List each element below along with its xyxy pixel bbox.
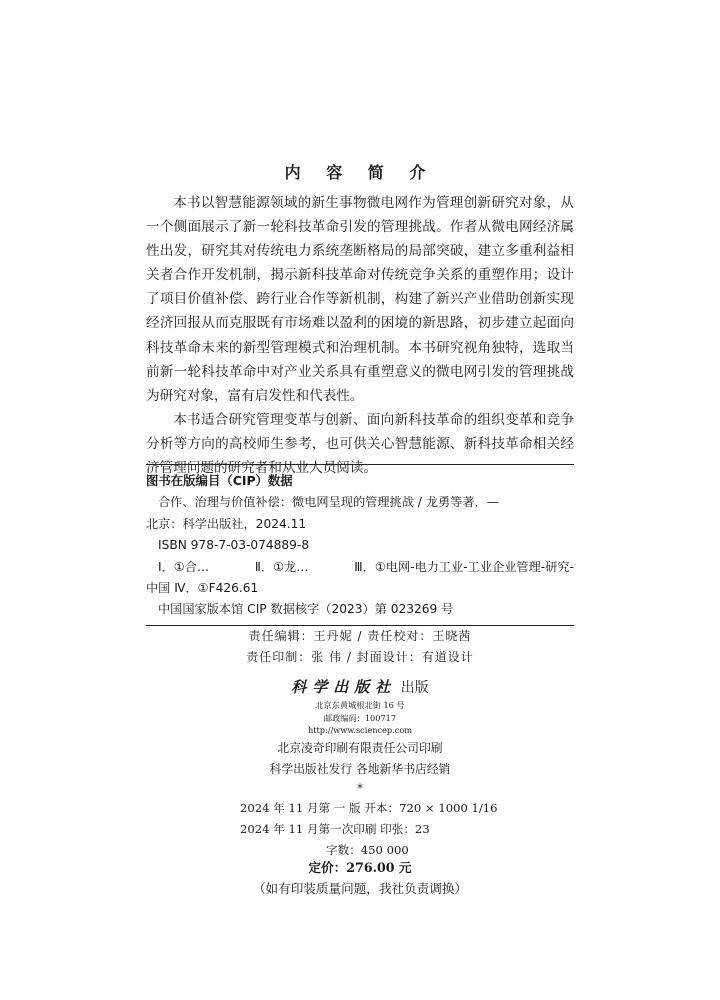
printer-line: 北京凌奇印刷有限责任公司印刷 (277, 741, 443, 755)
cip-publisher-line: 北京：科学出版社，2024.11 (146, 516, 307, 531)
publisher-postcode: 邮政编码：100717 (323, 712, 397, 723)
publisher-logo-line (0, 676, 720, 699)
edition-line: 2024 年 11 月第 一 版 开本：720 × 1000 1/16 (240, 801, 498, 815)
cip-class-a: Ⅰ．①合… (158, 559, 210, 574)
cip-class-b: Ⅱ．①龙… (254, 559, 309, 574)
cip-class-d: 中国 Ⅳ．①F426.61 (146, 581, 259, 596)
specs-block (240, 798, 540, 861)
summary-title: 内 容 简 介 (284, 163, 436, 182)
distribution-line: 科学出版社发行 各地新华书店经销 (269, 762, 451, 776)
editors-block (0, 626, 720, 668)
cip-class-c: Ⅲ．①电网-电力工业-工业企业管理-研究- (354, 559, 574, 574)
quality-notice: （如有印装质量问题，我社负责调换） (252, 881, 468, 896)
cip-record-number: 中国国家版本馆 CIP 数据核字（2023）第 023269 号 (158, 602, 454, 617)
cip-block (146, 464, 574, 626)
summary-paragraph: 本书适合研究管理变革与创新、面向新科技革命的组织变革和竞争分析等方向的高校师生参考，也可供关心智慧能源、新科技革命相关经济管理问题的研究者和从业人员阅读。 (146, 411, 574, 477)
publisher-website: http://www.sciencep.com (307, 725, 413, 735)
printing-block (0, 738, 720, 780)
publisher-suffix: 出版 (400, 680, 429, 696)
publisher-address: 北京东黄城根北街 16 号 (315, 700, 405, 710)
editors-line: 责任编辑：王丹妮 / 责任校对：王晓茜 (248, 629, 472, 643)
publisher-logo: 科学出版社 (291, 678, 397, 696)
cip-isbn: ISBN 978-7-03-074889-8 (158, 538, 310, 553)
cip-title-line: 合作、治理与价值补偿：微电网呈现的管理挑战 / 龙勇等著．— (158, 495, 499, 510)
price: 定价：276.00 元 (308, 860, 412, 875)
wordcount-line: 字数：450 000 (326, 843, 409, 857)
separator-star: * (357, 782, 363, 795)
summary-body (146, 191, 574, 480)
cip-header: 图书在版编目（CIP）数据 (146, 473, 293, 488)
publisher-block (0, 676, 720, 737)
summary-paragraph: 本书以智慧能源领域的新生事物微电网作为管理创新研究对象，从一个侧面展示了新一轮科技革命引发的管理挑战。作者从微电网经济属性出发，研究其对传统电力系统垄断格局的局部突破，建立多重利益相关者合作开发机制，揭示新科技革命对传统竞争关系的重塑作用；设计了项目价值补偿、跨行业合作等新机制，构建了新兴产业借助创新实现经济回报从而克服既有市场难以盈利的困境的新思路，初步建立起面向科技革命未来的新型管理模式和治理机制。本书研究视角独特，选取当前新一轮科技革命中对产业关系具有重塑意义的微电网引发的管理挑战为研究对象，富有启发性和代表性。 (146, 195, 574, 404)
editors-line: 责任印制：张 伟 / 封面设计：有道设计 (246, 650, 474, 664)
impression-line: 2024 年 11 月第一次印刷 印张：23 (240, 822, 430, 836)
cip-classification (146, 557, 574, 578)
